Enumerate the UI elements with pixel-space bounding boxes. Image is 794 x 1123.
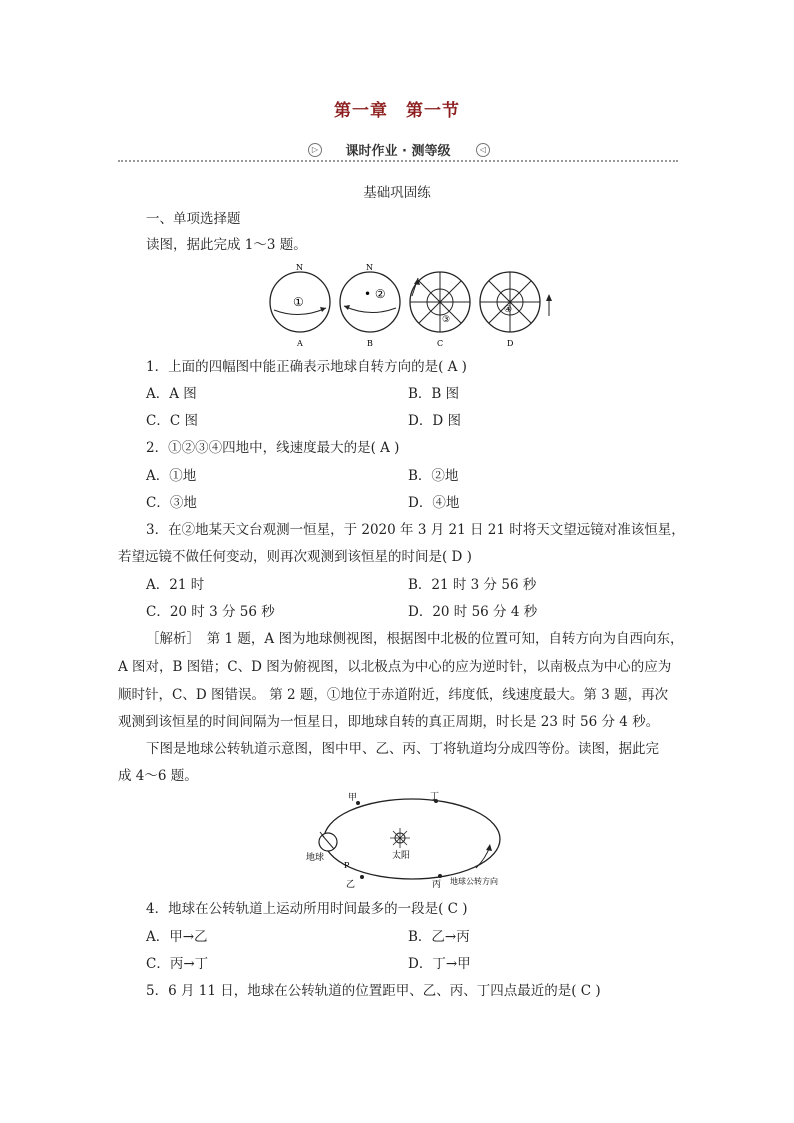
dotted-divider [118, 160, 678, 162]
q4-option-a: A．甲→乙 [146, 929, 208, 945]
q1-option-c: C．C 图 [146, 413, 198, 429]
question-intro: 读图，据此完成 1～3 题。 [146, 237, 307, 253]
question-4-stem: 4．地球在公转轨道上运动所用时间最多的一段是( C ) [146, 901, 468, 917]
sun-label: 太阳 [392, 851, 411, 861]
orbit-ellipse [324, 799, 500, 879]
q3-option-a: A．21 时 [146, 577, 205, 593]
play-left-icon: ◁ [476, 143, 490, 157]
figure-label-d: D [507, 339, 514, 348]
figure-label-a: A [297, 339, 303, 348]
play-right-icon: ▷ [308, 143, 322, 157]
intro-2-line-1: 下图是地球公转轨道示意图，图中甲、乙、丙、丁将轨道均分成四等份。读图，据此完 [146, 741, 659, 757]
question-3-stem-line1: 3．在②地某天文台观测一恒星，于 2020 年 3 月 21 日 21 时将天文望远镜对准该恒星， [146, 522, 685, 538]
q2-option-b: B．②地 [408, 468, 459, 484]
orbit-figure [300, 790, 530, 890]
orbit-point-bing: 丙 [432, 880, 442, 890]
q4-option-d: D．丁→甲 [408, 956, 471, 972]
rotation-figure [260, 260, 560, 350]
figure-label-c: C [437, 339, 444, 348]
q1-option-b: B．B 图 [408, 386, 460, 402]
q3-option-b: B．21 时 3 分 56 秒 [408, 577, 537, 593]
perihelion-label: P [344, 861, 350, 870]
globe-d [480, 272, 552, 348]
analysis-line-4: 观测到该恒星的时间间隔为一恒星日，即地球自转的真正周期，时长是 23 时 56 分 4 秒。 [118, 714, 660, 730]
banner-label: 课时作业 · 测等级 [345, 144, 451, 159]
point-2-label: • ② [364, 287, 386, 301]
orbit-point-jia: 甲 [348, 793, 358, 803]
analysis-line-2: A 图对，B 图错；C、D 图为俯视图，以北极点为中心的应为逆时针，以南极点为中心的应为 [118, 659, 672, 675]
globe-a [270, 263, 330, 348]
intro-2-line-2: 成 4～6 题。 [118, 768, 198, 784]
north-label-a: N [296, 263, 303, 272]
direction-label: 地球公转方向 [450, 877, 498, 886]
q2-option-c: C．③地 [146, 495, 197, 511]
point-4-label: ④ [504, 305, 513, 315]
q3-option-c: C．20 时 3 分 56 秒 [146, 604, 275, 620]
globe-c [410, 272, 470, 348]
page-title: 第一章 第一节 [334, 101, 460, 121]
globe-b [340, 263, 400, 348]
q3-option-d: D．20 时 56 分 4 秒 [408, 604, 538, 620]
section-heading: 基础巩固练 [363, 185, 431, 201]
point-3-label: ③ [442, 315, 451, 325]
orbit-point-ding: 丁 [430, 792, 440, 802]
question-1-stem: 1．上面的四幅图中能正确表示地球自转方向的是( A ) [146, 359, 467, 375]
q2-option-a: A．①地 [146, 468, 197, 484]
q1-option-a: A．A 图 [146, 386, 197, 402]
question-2-stem: 2．①②③④四地中，线速度最大的是( A ) [146, 440, 400, 456]
orbit-point-yi: 乙 [346, 880, 356, 890]
part-heading: 一、单项选择题 [146, 211, 241, 227]
analysis-line-1: ［解析］ 第 1 题，A 图为地球侧视图，根据图中北极的位置可知，自转方向为自西向东， [146, 631, 684, 647]
sun-icon [390, 828, 410, 848]
earth-label: 地球 [306, 853, 325, 863]
q1-option-d: D．D 图 [408, 413, 461, 429]
homework-banner [118, 138, 678, 164]
q2-option-d: D．④地 [408, 495, 460, 511]
analysis-line-3: 顺时针，C、D 图错误。 第 2 题，①地位于赤道附近，纬度低，线速度最大。第 3 题，再次 [118, 687, 669, 703]
question-5-stem: 5．6 月 11 日，地球在公转轨道的位置距甲、乙、丙、丁四点最近的是( C ) [146, 983, 601, 999]
q4-option-c: C．丙→丁 [146, 956, 209, 972]
question-3-stem-line2: 若望远镜不做任何变动，则再次观测到该恒星的时间是( D ) [118, 549, 472, 565]
north-label-b: N [366, 263, 373, 272]
q4-option-b: B．乙→丙 [408, 929, 470, 945]
figure-label-b: B [367, 339, 373, 348]
point-1-label: ① [293, 295, 304, 309]
